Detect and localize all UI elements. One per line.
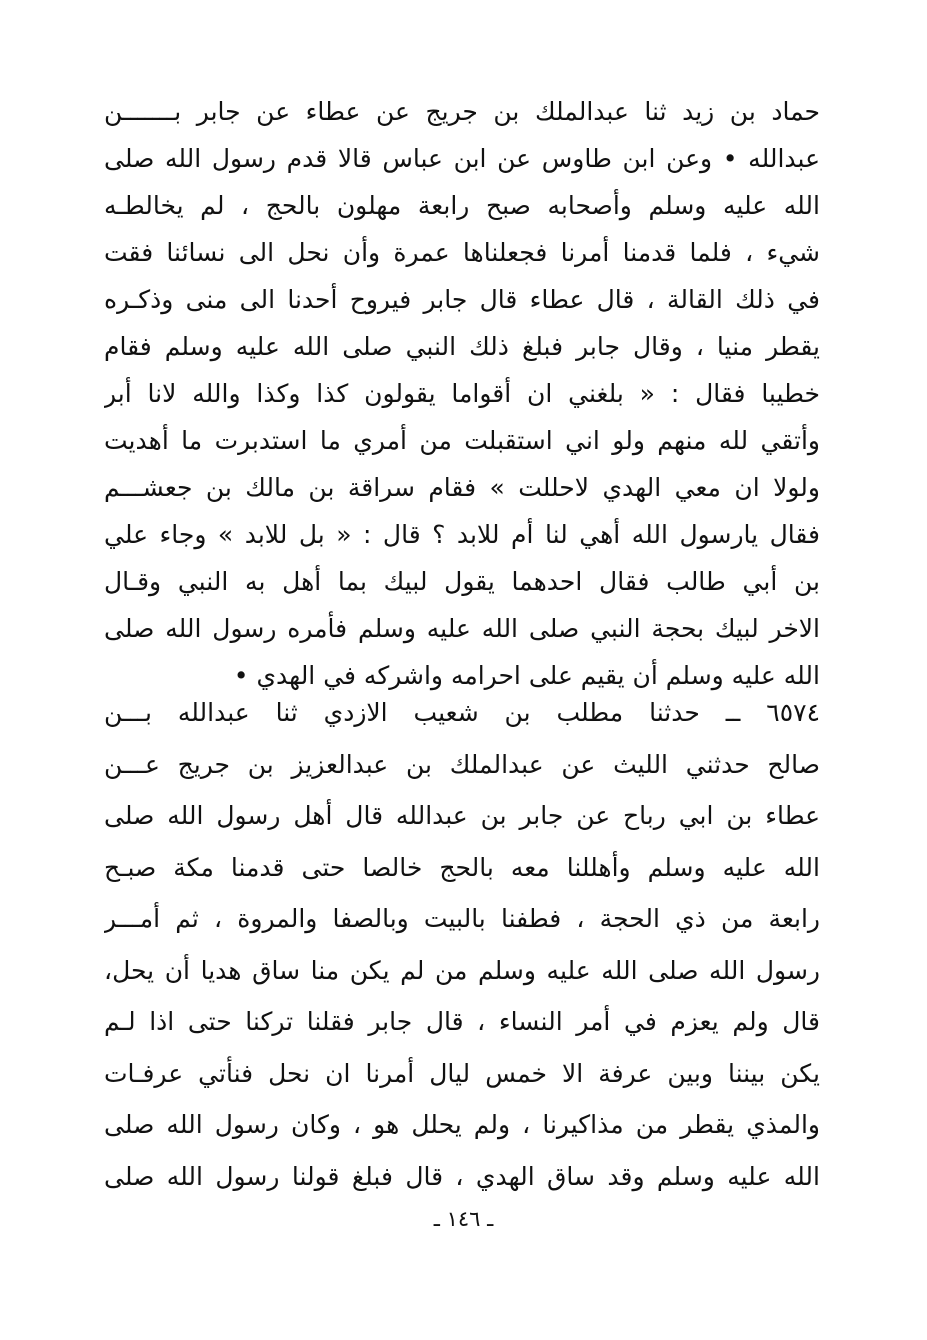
page-number: ـ ١٤٦ ـ bbox=[433, 1207, 494, 1231]
text-line: والمذي يقطر من مذاكيرنا ، ولم يحلل هو ، وكان رسول الله صلى bbox=[104, 1110, 820, 1139]
text-line: رسول الله صلى الله عليه وسلم من لم يكن منا ساق هديا أن يحل، bbox=[104, 955, 820, 985]
text-line: قال ولم يعزم في أمر النساء ، قال جابر فقلنا تركنا حتى اذا لـم bbox=[104, 1007, 820, 1036]
text-line: عطاء بن ابي رباح عن جابر بن عبدالله قال أهل رسول الله صلى bbox=[104, 801, 820, 830]
text-line: الله عليه وسلم وأهللنا معه بالحج خالصا حتى قدمنا مكة صبـح bbox=[104, 852, 820, 882]
text-line: بن أبي طالب فقال احدهما يقول لبيك بما أهل به النبي وقـال bbox=[104, 567, 820, 596]
text-line: عبدالله • وعن ابن طاوس عن ابن عباس قالا قدم رسول الله صلى bbox=[104, 144, 820, 173]
text-line: صالح حدثني الليث عن عبدالملك بن عبدالعزيز بن جريج عـــن bbox=[104, 749, 820, 779]
text-line: الله عليه وسلم وأصحابه صبح رابعة مهلون بالحج ، لم يخالطـه bbox=[104, 191, 820, 220]
text-line: شيء ، فلما قدمنا أمرنا فجعلناها عمرة وأن نحل الى نسائنا فقت bbox=[104, 238, 820, 267]
text-line: حماد بن زيد ثنا عبدالملك بن جريج عن عطاء عن جابر بـــــــن bbox=[104, 97, 820, 126]
text-line: فقال يارسول الله أهي لنا أم للابد ؟ قال : « بل للابد » وجاء علي bbox=[104, 520, 820, 549]
text-line: خطيبا فقال : « بلغني ان أقواما يقولون كذا وكذا والله لانا أبر bbox=[104, 379, 820, 408]
text-line: في ذلك القالة ، قال عطاء قال جابر فيروح أحدنا الى منى وذكـره bbox=[104, 285, 820, 314]
text-line: وأتقي لله منهم ولو اني استقبلت من أمري ما استدبرت ما أهديت bbox=[104, 426, 820, 455]
text-line: الله عليه وسلم وقد ساق الهدي ، قال فبلغ قولنا رسول الله صلى bbox=[104, 1161, 820, 1191]
text-line: الاخر لبيك بحجة النبي صلى الله عليه وسلم فأمره رسول الله صلى bbox=[104, 614, 820, 643]
text-line: ولولا ان معي الهدي لاحللت » فقام سراقة بن مالك بن جعشـــم bbox=[104, 473, 820, 502]
paragraph-hadith-6574 bbox=[104, 687, 820, 1202]
paragraph-hadith-continuation bbox=[104, 88, 820, 699]
text-line: ٦٥٧٤ ــ حدثنا مطلب بن شعيب الازدي ثنا عبدالله بـــن bbox=[104, 698, 820, 727]
text-line: يكن بيننا وبين عرفة الا خمس ليال أمرنا ان نحل فنأتي عرفـات bbox=[104, 1058, 820, 1088]
text-line: رابعة من ذي الحجة ، فطفنا بالبيت وبالصفا والمروة ، ثم أمـــر bbox=[104, 904, 820, 933]
text-line: يقطر منيا ، وقال جابر فبلغ ذلك النبي صلى الله عليه وسلم فقام bbox=[104, 332, 820, 361]
text-line: الله عليه وسلم أن يقيم على احرامه واشركه في الهدي • bbox=[233, 661, 820, 690]
